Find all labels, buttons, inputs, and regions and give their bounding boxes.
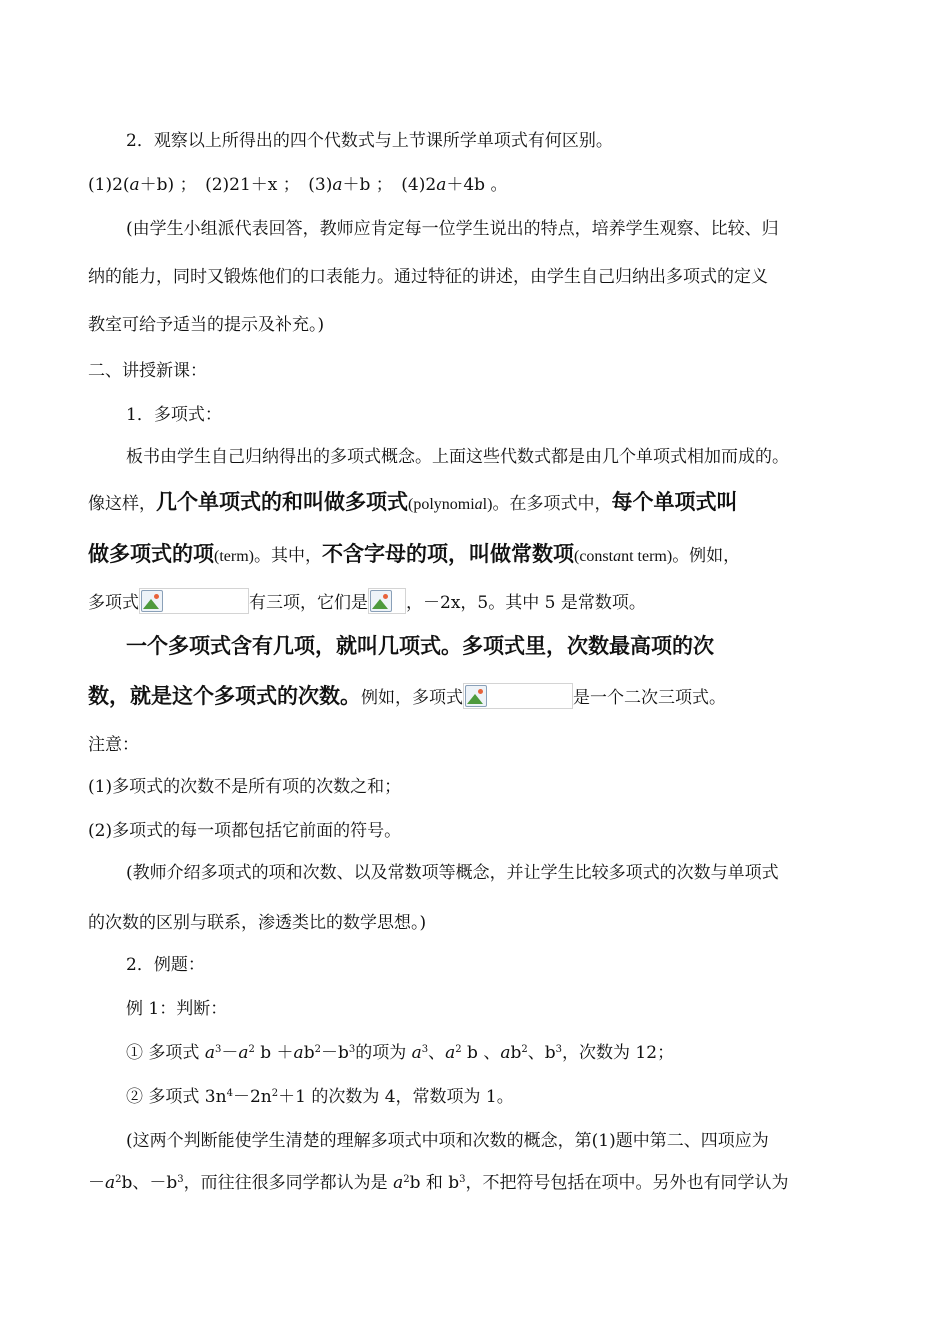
var: a xyxy=(436,175,447,195)
definition-line xyxy=(88,486,737,516)
text: 像这样， xyxy=(88,494,156,514)
text: 、 xyxy=(428,1043,446,1063)
text: b xyxy=(303,1043,315,1063)
expressions-list xyxy=(88,170,507,195)
text: 、b xyxy=(527,1043,556,1063)
var: a xyxy=(393,1173,404,1193)
var: a xyxy=(332,175,343,195)
exponent: 2 xyxy=(455,1044,462,1055)
section-heading: 二、讲授新课： xyxy=(88,361,207,381)
example-heading: 例 1：判断： xyxy=(126,999,228,1019)
text: － xyxy=(88,1173,105,1193)
text: 多项式 xyxy=(88,593,139,613)
text: 。在多项式中， xyxy=(492,494,612,514)
definition-bold: 不含字母的项，叫做常数项 xyxy=(321,542,574,566)
subsection-heading: 1．多项式： xyxy=(126,405,222,425)
formula-image-icon xyxy=(368,588,406,614)
exponent: 3 xyxy=(214,1044,222,1055)
exponent: 2 xyxy=(403,1174,410,1185)
exponent: 4 xyxy=(226,1088,233,1099)
text: －b xyxy=(320,1043,349,1063)
english-term xyxy=(408,496,492,513)
text: ① 多项式 xyxy=(126,1043,205,1063)
text: ，次数为 12； xyxy=(562,1043,675,1063)
exponent: 2 xyxy=(115,1174,122,1185)
text: l) xyxy=(482,496,493,513)
formula-image-icon xyxy=(463,683,573,709)
english-term xyxy=(574,548,672,565)
exponent: 3 xyxy=(348,1044,356,1055)
body-line: 板书由学生自己归纳得出的多项式概念。上面这些代数式都是由几个单项式相加而成的。 xyxy=(126,447,789,467)
formula-image-icon xyxy=(139,588,249,614)
var: a xyxy=(445,1043,456,1063)
exponent: 2 xyxy=(314,1044,321,1055)
text: 。例如， xyxy=(672,546,741,566)
definition-line xyxy=(88,680,726,710)
note-line: (教师介绍多项式的项和次数、以及常数项等概念，并让学生比较多项式的次数与单项式 xyxy=(126,863,779,883)
para-observe: 2．观察以上所得出的四个代数式与上节课所学单项式有何区别。 xyxy=(126,131,613,151)
text: b xyxy=(510,1043,522,1063)
text: 。其中， xyxy=(253,546,322,566)
text: ＋1 的次数为 4，常数项为 1。 xyxy=(278,1087,514,1107)
exponent: 3 xyxy=(421,1044,429,1055)
var: a xyxy=(129,175,140,195)
var: a xyxy=(500,1043,511,1063)
judgement-item xyxy=(126,1082,514,1107)
var: a xyxy=(238,1043,249,1063)
note-line: (这两个判断能使学生清楚的理解多项式中项和次数的概念，第(1)题中第二、四项应为 xyxy=(126,1131,769,1151)
text: ，－2x，5。其中 5 是常数项。 xyxy=(406,593,646,613)
text: (polynomi xyxy=(408,496,475,513)
var: a xyxy=(204,1043,215,1063)
text: (const xyxy=(573,548,614,565)
exponent: 3 xyxy=(459,1174,466,1185)
text: 有三项，它们是 xyxy=(249,593,368,613)
text: b 和 b xyxy=(409,1173,460,1193)
exponent: 2 xyxy=(271,1088,279,1099)
var: a xyxy=(105,1173,116,1193)
definition-bold: 几个单项式的和叫做多项式 xyxy=(156,490,408,514)
definition-line xyxy=(88,538,740,568)
definition-bold: 每个单项式叫 xyxy=(611,490,738,514)
exponent: 3 xyxy=(555,1044,563,1055)
definition-bold-line: 一个多项式含有几项，就叫几项式。多项式里，次数最高项的次 xyxy=(126,634,714,658)
definition-bold: 数，就是这个多项式的次数。 xyxy=(88,684,361,708)
note-line: 的次数的区别与联系，渗透类比的数学思想。) xyxy=(88,913,427,933)
broken-image-icon xyxy=(141,590,163,612)
text: ＋b ； (4)2 xyxy=(342,175,437,195)
text: 的项为 xyxy=(355,1043,412,1063)
var: a xyxy=(613,548,622,565)
example-line xyxy=(88,588,646,614)
exponent: 2 xyxy=(521,1044,528,1055)
text: b 、 xyxy=(461,1043,501,1063)
text: ＋b) ； (2)21＋x ； (3) xyxy=(139,175,333,195)
text: ，而往往很多同学都认为是 xyxy=(183,1173,394,1193)
definition-bold: 做多项式的项 xyxy=(88,542,214,566)
broken-image-icon xyxy=(465,685,487,707)
text: 是一个二次三项式。 xyxy=(573,688,726,708)
text: 例如，多项式 xyxy=(361,688,463,708)
exponent: 3 xyxy=(177,1174,184,1185)
subsection-heading: 2．例题： xyxy=(126,955,205,975)
var: a xyxy=(474,496,483,513)
text: ，不把符号包括在项中。另外也有同学认为 xyxy=(465,1173,789,1193)
text: － xyxy=(221,1043,239,1063)
note-item: (1)多项式的次数不是所有项的次数之和； xyxy=(88,777,402,797)
note-line: 纳的能力，同时又锻炼他们的口表能力。通过特征的讲述，由学生自己归纳出多项式的定义 xyxy=(88,267,768,287)
text: nt term) xyxy=(621,548,673,565)
text: ② 多项式 3n xyxy=(126,1087,227,1107)
var: a xyxy=(293,1043,304,1063)
judgement-item xyxy=(126,1038,674,1063)
note-line: (由学生小组派代表回答，教师应肯定每一位学生说出的特点，培养学生观察、比较、归 xyxy=(126,219,779,239)
var: a xyxy=(411,1043,422,1063)
text: b、－b xyxy=(121,1173,178,1193)
note-line: 教室可给予适当的提示及补充。) xyxy=(88,315,325,335)
note-line xyxy=(88,1168,789,1193)
broken-image-icon xyxy=(370,590,392,612)
exponent: 2 xyxy=(248,1044,255,1055)
text: b ＋ xyxy=(254,1043,294,1063)
note-heading: 注意： xyxy=(88,735,139,755)
text: (1)2( xyxy=(88,175,130,195)
note-item: (2)多项式的每一项都包括它前面的符号。 xyxy=(88,821,402,841)
english-term: (term) xyxy=(214,548,254,565)
text: ＋4b 。 xyxy=(446,175,508,195)
text: －2n xyxy=(232,1087,272,1107)
